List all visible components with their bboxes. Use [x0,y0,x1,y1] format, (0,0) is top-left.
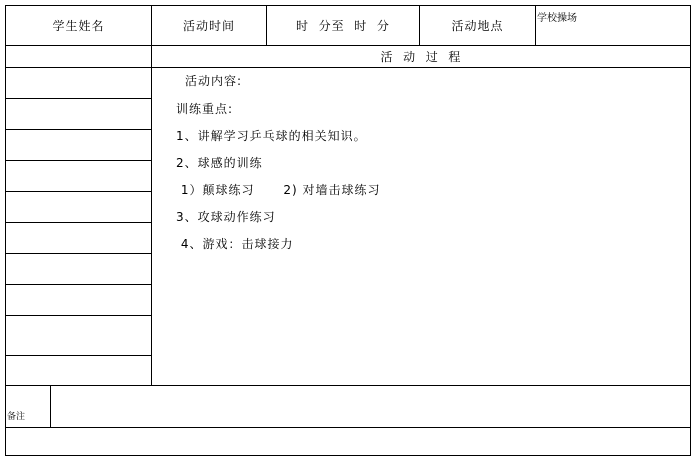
student-name-row[interactable] [5,98,152,130]
bottom-blank-row [5,427,691,456]
student-name-label: 学生姓名 [52,19,105,33]
content-label: 活动内容: [185,74,243,88]
process-title: 活 动 过 程 [380,50,462,64]
student-name-header [5,5,152,46]
remarks-value-cell[interactable] [50,385,691,428]
content-line: 3、攻球动作练习 [176,210,276,224]
content-line: 训练重点: [176,102,234,116]
remarks-label: 备注 [7,412,26,422]
process-title-cell [151,45,691,68]
activity-place-header [419,5,536,46]
process-left-blank [5,45,152,68]
student-name-row[interactable] [5,191,152,223]
student-name-row[interactable] [5,315,152,356]
content-line: 4、游戏：击球接力 [176,237,294,251]
student-name-row[interactable] [5,355,152,386]
time-range-text: 时 分至 时 分 [296,19,390,33]
activity-time-label: 活动时间 [182,19,235,33]
remarks-label-cell [5,385,51,428]
activity-time-header [151,5,267,46]
activity-content-cell[interactable] [151,67,691,386]
student-name-row[interactable] [5,129,152,161]
activity-place-cell[interactable] [535,5,691,46]
activity-place-value: 学校操场 [537,13,577,24]
student-name-row[interactable] [5,67,152,99]
activity-place-label: 活动地点 [451,19,504,33]
student-name-row[interactable] [5,222,152,254]
content-line: 1、讲解学习乒乓球的相关知识。 [176,129,367,143]
content-line: 1）颠球练习 2) 对墙击球练习 [176,183,381,197]
time-range-cell[interactable] [266,5,420,46]
student-name-row[interactable] [5,284,152,316]
student-name-row[interactable] [5,253,152,285]
content-line: 2、球感的训练 [176,156,263,170]
student-name-row[interactable] [5,160,152,192]
